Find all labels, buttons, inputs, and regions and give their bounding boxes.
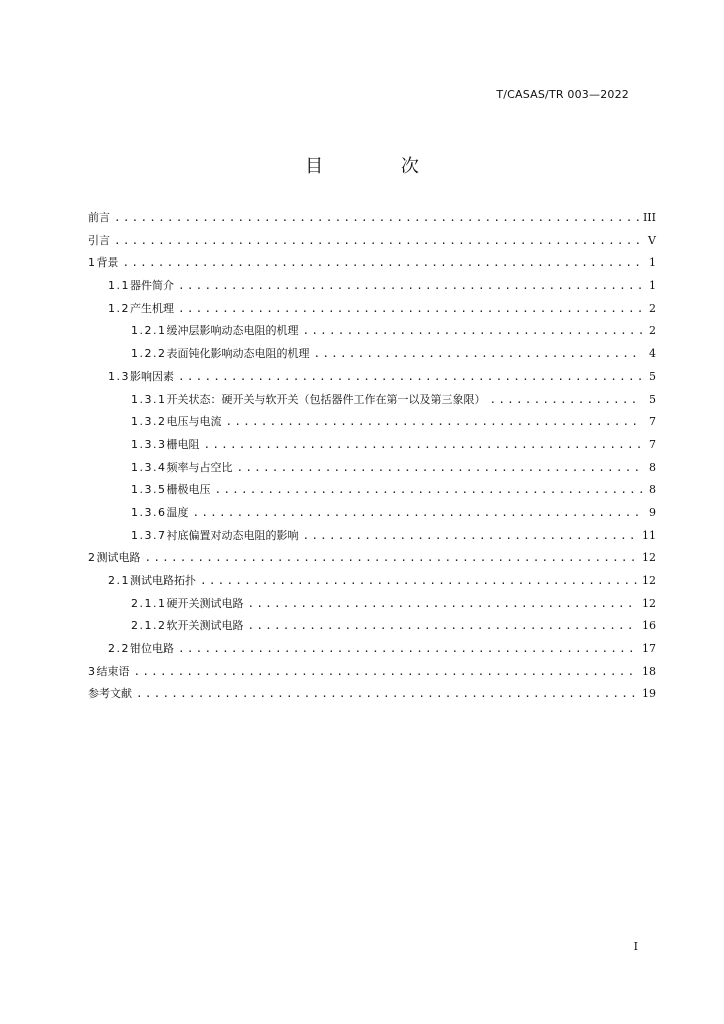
toc-entry-number: 1.3.6 bbox=[131, 505, 167, 519]
toc-entry-label: 背景 bbox=[96, 256, 119, 270]
toc-entry-page: 16 bbox=[642, 619, 656, 633]
dot-leader bbox=[114, 230, 642, 253]
toc-entry-number: 1.3.5 bbox=[131, 483, 167, 497]
toc-entry-page: 8 bbox=[649, 483, 656, 497]
toc-entry[interactable] bbox=[88, 366, 656, 389]
toc-entry-page: 2 bbox=[649, 301, 656, 315]
toc-entry-label: 钳位电路 bbox=[130, 642, 174, 656]
toc-entry[interactable] bbox=[88, 683, 656, 706]
toc-entry-label: 参考文献 bbox=[88, 687, 132, 701]
dot-leader bbox=[303, 525, 639, 548]
toc-entry-page: V bbox=[648, 233, 656, 247]
toc-entry-number: 1.2.2 bbox=[131, 347, 167, 361]
toc-entry[interactable] bbox=[88, 570, 656, 593]
toc-entry[interactable] bbox=[88, 615, 656, 638]
toc-entry[interactable] bbox=[88, 343, 656, 366]
toc-entry[interactable] bbox=[88, 457, 656, 480]
dot-leader bbox=[248, 615, 639, 638]
toc-entry-page: 19 bbox=[642, 687, 656, 701]
toc-entry-number: 3 bbox=[88, 664, 97, 678]
toc-entry-number: 1.2 bbox=[108, 301, 130, 315]
toc-entry[interactable] bbox=[88, 547, 656, 570]
toc-entry-number: 1.3.1 bbox=[131, 392, 167, 406]
toc-entry-number: 1.3.2 bbox=[131, 415, 167, 429]
toc-entry-page: 4 bbox=[649, 347, 656, 361]
dot-leader bbox=[178, 275, 642, 298]
toc-entry-label: 引言 bbox=[88, 233, 110, 247]
toc-entry[interactable] bbox=[88, 389, 656, 412]
toc-entry-label: 栅电阻 bbox=[166, 437, 200, 451]
toc-entry-page: 12 bbox=[642, 596, 656, 610]
toc-entry-label: 栅极电压 bbox=[166, 483, 211, 497]
dot-leader bbox=[114, 207, 639, 230]
toc-entry-page: 17 bbox=[642, 642, 656, 656]
toc-entry-page: 12 bbox=[642, 574, 656, 587]
toc-entry-page: 8 bbox=[649, 460, 656, 474]
toc-entry-page: 7 bbox=[649, 437, 656, 451]
dot-leader bbox=[314, 343, 643, 366]
toc-entry-label: 缓冲层影响动态电阻的机理 bbox=[166, 324, 299, 338]
toc-entry[interactable] bbox=[88, 275, 656, 298]
toc-entry-label: 表面钝化影响动态电阻的机理 bbox=[166, 347, 310, 361]
dot-leader bbox=[248, 593, 639, 616]
toc-entry-number: 1.3.3 bbox=[131, 437, 167, 451]
toc-entry-page: 5 bbox=[649, 392, 656, 406]
dot-leader bbox=[134, 661, 639, 684]
toc-entry[interactable] bbox=[88, 661, 656, 684]
toc-entry-number: 1 bbox=[88, 256, 97, 270]
toc-entry[interactable] bbox=[88, 479, 656, 502]
dot-leader bbox=[136, 683, 638, 706]
toc-entry-label: 测试电路 bbox=[96, 551, 141, 565]
dot-leader bbox=[145, 547, 639, 570]
dot-leader bbox=[204, 434, 643, 457]
toc-entry-page: 9 bbox=[649, 505, 656, 519]
dot-leader bbox=[193, 502, 643, 525]
toc-entry-label: 开关状态：硬开关与软开关（包括器件工作在第一以及第三象限） bbox=[166, 392, 486, 406]
dot-leader bbox=[237, 457, 643, 480]
dot-leader bbox=[215, 479, 643, 502]
toc-entry-label: 影响因素 bbox=[130, 369, 174, 383]
toc-entry[interactable] bbox=[88, 298, 656, 321]
toc-entry[interactable] bbox=[88, 525, 656, 548]
dot-leader bbox=[490, 389, 643, 412]
toc-entry-number: 1.3 bbox=[108, 369, 130, 383]
toc-entry-page: 5 bbox=[649, 369, 656, 383]
dot-leader bbox=[178, 366, 642, 389]
toc-entry-page: 2 bbox=[649, 324, 656, 338]
page-title: 目 次 bbox=[305, 156, 455, 177]
toc-entry-number: 1.1 bbox=[108, 279, 130, 293]
page-number: I bbox=[633, 940, 638, 953]
toc-entry[interactable] bbox=[88, 320, 656, 343]
toc-entry-label: 频率与占空比 bbox=[166, 460, 233, 474]
toc-entry-page: III bbox=[642, 211, 656, 224]
toc-entry-page: 18 bbox=[642, 664, 656, 678]
dot-leader bbox=[303, 320, 643, 343]
dot-leader bbox=[123, 252, 643, 275]
toc-entry-label: 产生机理 bbox=[130, 301, 174, 315]
toc-entry[interactable] bbox=[88, 434, 656, 457]
toc-entry-label: 衬底偏置对动态电阻的影响 bbox=[166, 528, 299, 542]
toc-entry-label: 前言 bbox=[88, 211, 110, 224]
toc-entry-page: 1 bbox=[649, 256, 656, 270]
toc-entry[interactable] bbox=[88, 638, 656, 661]
toc-entry-page: 7 bbox=[649, 415, 656, 429]
dot-leader bbox=[178, 638, 638, 661]
toc-entry[interactable] bbox=[88, 411, 656, 434]
toc-entry-label: 器件简介 bbox=[130, 279, 174, 293]
toc-entry-label: 温度 bbox=[166, 505, 189, 519]
toc-entry-number: 2.1 bbox=[108, 574, 130, 587]
toc-entry-number: 2.1.2 bbox=[131, 619, 167, 633]
document-code: T/CASAS/TR 003—2022 bbox=[496, 88, 629, 101]
toc-entry[interactable] bbox=[88, 207, 656, 230]
table-of-contents bbox=[88, 207, 656, 706]
toc-entry-label: 硬开关测试电路 bbox=[166, 596, 244, 610]
toc-entry-number: 1.2.1 bbox=[131, 324, 167, 338]
toc-entry[interactable] bbox=[88, 502, 656, 525]
toc-entry-label: 软开关测试电路 bbox=[166, 619, 244, 633]
dot-leader bbox=[200, 570, 638, 593]
toc-entry-number: 1.3.4 bbox=[131, 460, 167, 474]
toc-entry[interactable] bbox=[88, 230, 656, 253]
toc-entry-label: 电压与电流 bbox=[166, 415, 222, 429]
toc-entry-page: 11 bbox=[642, 528, 656, 542]
toc-entry[interactable] bbox=[88, 593, 656, 616]
toc-entry-number: 2.2 bbox=[108, 642, 130, 656]
toc-entry-label: 结束语 bbox=[96, 664, 130, 678]
toc-entry-number: 2.1.1 bbox=[131, 596, 167, 610]
toc-entry[interactable] bbox=[88, 252, 656, 275]
toc-entry-label: 测试电路拓扑 bbox=[130, 574, 196, 587]
toc-entry-number: 2 bbox=[88, 551, 97, 565]
dot-leader bbox=[178, 298, 642, 321]
toc-entry-number: 1.3.7 bbox=[131, 528, 167, 542]
toc-entry-page: 1 bbox=[649, 279, 656, 293]
toc-entry-page: 12 bbox=[642, 551, 656, 565]
dot-leader bbox=[226, 411, 643, 434]
